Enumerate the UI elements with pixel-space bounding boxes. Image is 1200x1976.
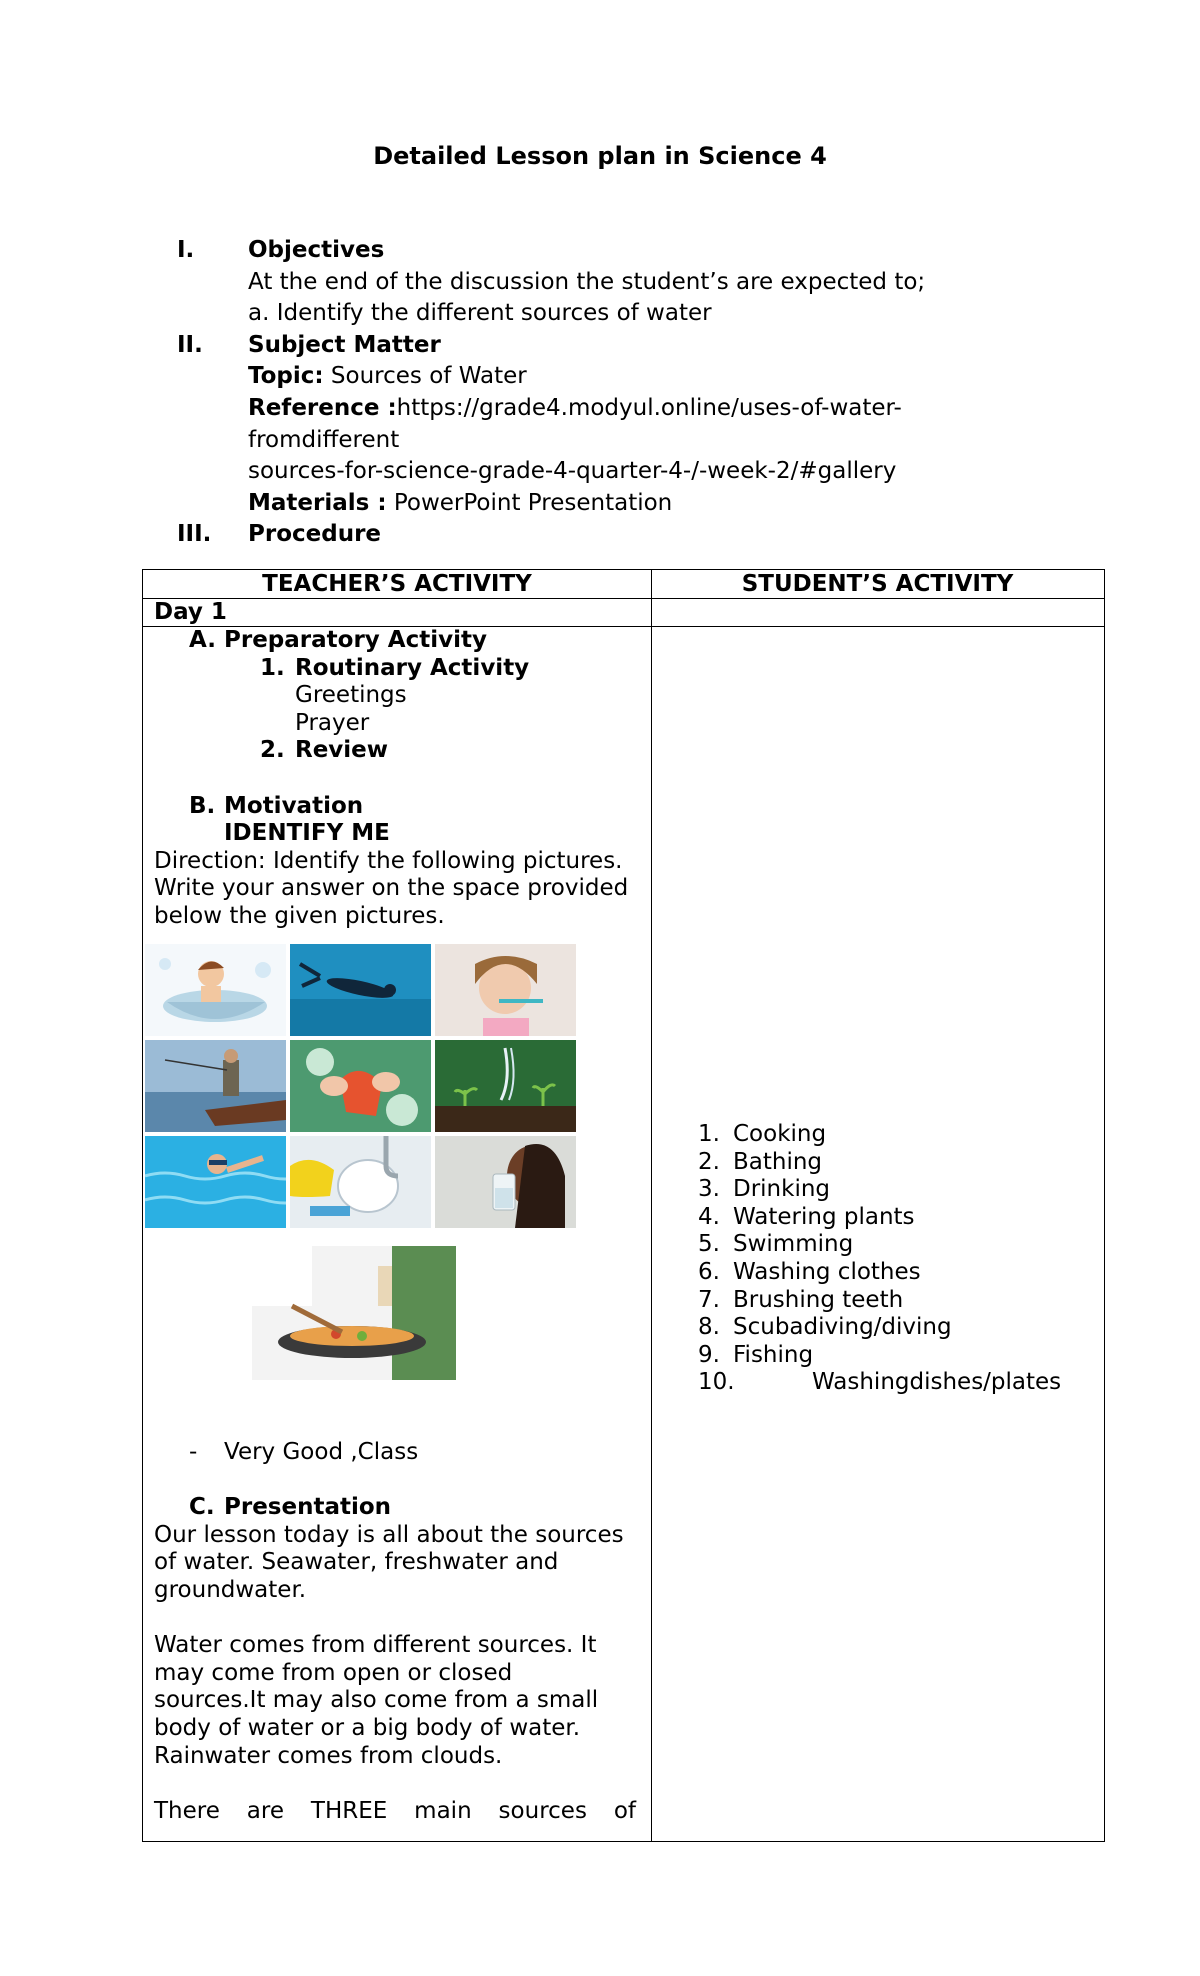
drinking-picture (435, 1136, 576, 1228)
procedure-heading: Procedure (248, 521, 382, 548)
objectives-intro: At the end of the discussion the student’s are expected to; (248, 268, 926, 295)
student-answer (698, 1369, 1098, 1397)
reference-url-part-3: sources-for-science-grade-4-quarter-4-/-week-2/#gallery (248, 458, 897, 485)
preparatory-activity-title: Preparatory Activity (224, 627, 487, 653)
swimming-picture (145, 1136, 286, 1228)
answer-number: 1. (698, 1121, 720, 1147)
student-answer (698, 1287, 1098, 1315)
student-answer (698, 1314, 1098, 1342)
answer-number: 6. (698, 1258, 720, 1285)
reference-line (177, 393, 925, 425)
identify-me-heading: IDENTIFY ME (224, 820, 390, 847)
item-letter-b: B. (189, 792, 216, 819)
teacher-activity-header: TEACHER’S ACTIVITY (262, 571, 532, 597)
materials-value: PowerPoint Presentation (386, 489, 673, 516)
document-title: Detailed Lesson plan in Science 4 (373, 142, 827, 170)
procedure-table (142, 569, 1105, 1842)
subject-matter-heading-line (177, 330, 925, 362)
lesson-outline (177, 235, 925, 551)
answer-text: Fishing (733, 1341, 814, 1368)
preparatory-activity-heading (154, 627, 646, 655)
materials-label: Materials : (248, 489, 387, 516)
topic-label: Topic: (248, 363, 324, 390)
motivation-title: Motivation (224, 792, 364, 819)
student-answer (698, 1149, 1098, 1177)
water-sources-line-1: Water comes from different sources. It (154, 1632, 597, 1659)
fishing-picture (145, 1040, 286, 1132)
answer-number: 5. (698, 1231, 720, 1258)
answer-number: 9. (698, 1341, 720, 1368)
presentation-heading (154, 1494, 646, 1522)
water-sources-line-5: Rainwater comes from clouds. (154, 1742, 503, 1769)
answer-text: Drinking (733, 1176, 831, 1203)
routinary-activity-title: Routinary Activity (295, 654, 530, 681)
objectives-heading: Objectives (248, 237, 385, 263)
direction-line-3: below the given pictures. (154, 902, 445, 929)
student-answer (698, 1121, 1098, 1149)
student-answer (698, 1231, 1098, 1259)
teacher-activity-cell (154, 627, 646, 931)
answer-number: 4. (698, 1203, 720, 1230)
presentation-line-3: groundwater. (154, 1576, 307, 1603)
teacher-activity-cell-lower (154, 1439, 646, 1825)
outline-number-objectives: I. (177, 237, 195, 263)
materials-line (177, 488, 925, 520)
procedure-heading-line (177, 519, 925, 551)
reference-url-part-2: fromdifferent (248, 426, 400, 453)
prayer-text: Prayer (295, 709, 370, 736)
scuba-diving-picture (290, 944, 431, 1036)
student-activity-header: STUDENT’S ACTIVITY (741, 571, 1014, 597)
motivation-heading (154, 793, 646, 821)
direction-line-1: Direction: Identify the following pictures. (154, 847, 623, 874)
routinary-activity-heading (154, 655, 646, 683)
answer-text: Watering plants (733, 1203, 915, 1230)
outline-number-procedure: III. (177, 521, 212, 548)
cooking-picture (252, 1246, 456, 1380)
topic-value: Sources of Water (323, 363, 527, 390)
column-divider (651, 570, 652, 1841)
review-heading (154, 737, 646, 765)
reference-url-part-1: https://grade4.modyul.online/uses-of-water- (396, 394, 902, 421)
very-good-line (154, 1439, 646, 1467)
item-number-2: 2. (260, 737, 285, 764)
topic-line (177, 361, 925, 393)
answer-text: Swimming (733, 1231, 854, 1258)
answer-number: 3. (698, 1176, 720, 1203)
water-sources-line-4: body of water or a big body of water. (154, 1714, 581, 1741)
item-number-1: 1. (260, 654, 285, 681)
presentation-line-1: Our lesson today is all about the sources (154, 1521, 624, 1548)
presentation-title: Presentation (224, 1494, 392, 1521)
answer-number: 7. (698, 1286, 720, 1313)
student-answer (698, 1342, 1098, 1370)
outline-number-subject-matter: II. (177, 331, 203, 358)
day-label: Day 1 (154, 599, 227, 625)
answer-text: Bathing (733, 1148, 823, 1175)
student-answer (698, 1176, 1098, 1204)
direction-line-2: Write your answer on the space provided (154, 875, 629, 902)
dash-bullet: - (189, 1439, 198, 1465)
very-good-text: Very Good ,Class (224, 1439, 419, 1465)
brushing-teeth-picture (435, 944, 576, 1036)
watering-plants-picture (435, 1040, 576, 1132)
answer-text: Scubadiving/diving (733, 1314, 952, 1341)
presentation-line-2: of water. Seawater, freshwater and (154, 1549, 559, 1576)
answer-number: 2. (698, 1148, 720, 1175)
answer-number: 8. (698, 1314, 720, 1341)
greetings-text: Greetings (295, 682, 407, 709)
item-letter-c: C. (189, 1494, 215, 1521)
answer-text: Washing clothes (733, 1258, 921, 1285)
student-answer (698, 1204, 1098, 1232)
water-sources-line-3: sources.It may also come from a small (154, 1687, 599, 1714)
review-title: Review (295, 737, 389, 764)
washing-dishes-picture (290, 1136, 431, 1228)
student-answer (698, 1259, 1098, 1287)
bathing-picture (145, 944, 286, 1036)
reference-label: Reference : (248, 394, 397, 421)
three-sources-line: There are THREE main sources of (154, 1797, 636, 1824)
subject-matter-heading: Subject Matter (248, 331, 441, 358)
water-sources-line-2: may come from open or closed (154, 1659, 513, 1686)
objective-item-a: a. Identify the different sources of water (248, 300, 712, 327)
answer-number: 10. (698, 1369, 735, 1396)
answer-text: Washingdishes/plates (812, 1369, 1062, 1396)
student-answers-list (698, 1121, 1098, 1397)
answer-text: Cooking (733, 1121, 827, 1147)
objectives-heading-line (177, 235, 925, 267)
washing-clothes-picture (290, 1040, 431, 1132)
item-letter-a: A. (189, 627, 216, 653)
answer-text: Brushing teeth (733, 1286, 904, 1313)
